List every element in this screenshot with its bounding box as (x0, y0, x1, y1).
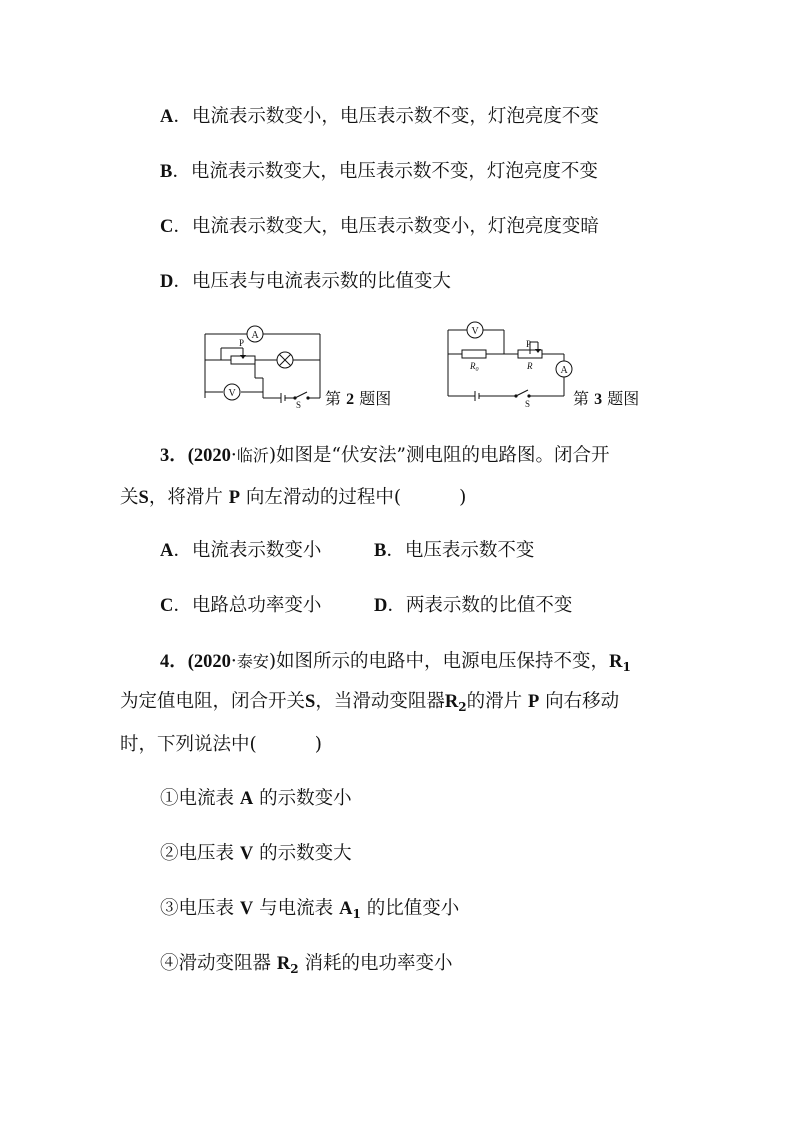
caption-text: 题图 (607, 389, 640, 408)
option-letter: B (160, 162, 173, 182)
question-text: 向右移动 (545, 691, 620, 712)
option-text: ．电流表示数变小 (173, 540, 322, 561)
option-text: ．电流表示数变大，电压表示数变小，灯泡亮度变暗 (173, 216, 599, 237)
symbol-v: V (239, 844, 254, 864)
option-letter: C (160, 217, 174, 237)
option-text: ．两表示数的比值不变 (387, 595, 573, 616)
q4-stem-line2 (120, 690, 619, 719)
option-letter: B (374, 541, 387, 561)
statement-text: ③电压表 (160, 898, 235, 919)
q4-stem-line3 (120, 733, 322, 757)
statement-text: 消耗的电功率变小 (304, 953, 453, 974)
ammeter-label: A (251, 330, 259, 341)
caption-number: 2 (346, 391, 355, 408)
slider-label: P (239, 338, 245, 348)
figure-caption-q3 (573, 389, 639, 410)
question-source: 临沂 (236, 446, 269, 465)
symbol-r2-subscript: 2 (458, 700, 467, 714)
q4-statement-1 (160, 787, 352, 811)
option-letter: C (160, 596, 174, 616)
figure-caption-q2 (325, 389, 391, 410)
option-letter: D (160, 272, 174, 292)
symbol-r1: R (609, 652, 623, 672)
caption-text: 题图 (359, 389, 392, 408)
question-text: )如图所示的电路中，电源电压保持不变， (268, 651, 610, 672)
statement-text: ①电流表 (160, 788, 235, 809)
option-text: ．电压表与电流表示数的比值变大 (173, 271, 451, 292)
question-text: ) (314, 734, 322, 755)
q2-option-a (160, 105, 599, 129)
slider-label: P (526, 339, 532, 349)
question-text: 向左滑动的过程中( (245, 487, 402, 508)
q2-option-c (160, 215, 599, 239)
q3-stem-line2 (120, 486, 466, 510)
q3-option-c (160, 594, 321, 618)
q4-statement-3 (160, 897, 459, 926)
q3-option-b (374, 539, 534, 563)
question-text: ，当滑动变阻器 (315, 691, 445, 712)
voltmeter-label: V (228, 388, 236, 399)
question-text: 的滑片 (466, 691, 523, 712)
symbol-r2: R (444, 692, 459, 712)
option-text: ．电流表示数变小，电压表示数不变，灯泡亮度不变 (173, 106, 599, 127)
statement-text: 与电流表 (259, 898, 334, 919)
q4-stem-line1 (160, 650, 631, 679)
q3-option-d (374, 594, 572, 618)
question-text: 时，下列说法中( (120, 734, 257, 755)
circuit-diagram-q3 (440, 320, 575, 410)
statement-text: 的示数变小 (259, 788, 352, 809)
resistor-r-label: R (527, 361, 533, 371)
option-text: ．电压表示数不变 (386, 540, 535, 561)
question-text: )如图是“伏安法”测电阻的电路图。闭合开 (268, 445, 610, 466)
question-source: 泰安 (236, 652, 269, 671)
question-text: 为定值电阻，闭合开关 (120, 691, 306, 712)
question-text: 关 (120, 487, 139, 508)
source-dot: · (230, 651, 237, 672)
symbol-r2-subscript: 2 (290, 962, 299, 976)
symbol-a: A (239, 789, 254, 809)
caption-text: 第 (325, 389, 342, 408)
symbol-s: S (138, 488, 149, 508)
statement-text: ④滑动变阻器 (160, 953, 272, 974)
statement-text: 的示数变大 (259, 843, 352, 864)
caption-text: 第 (573, 389, 590, 408)
statement-text: 的比值变小 (366, 898, 460, 919)
symbol-a1: A (339, 899, 353, 919)
switch-label: S (525, 399, 531, 409)
symbol-r1-subscript: 1 (622, 660, 631, 674)
source-dot: · (230, 445, 237, 466)
option-letter: A (160, 541, 174, 561)
question-number: 3．(2020 (160, 446, 231, 466)
q3-option-a (160, 539, 321, 563)
symbol-p: P (228, 488, 241, 508)
option-letter: A (160, 107, 174, 127)
q3-stem-line1 (160, 444, 609, 468)
circuit-diagram-q2 (195, 320, 325, 410)
option-text: ．电流表示数变大，电压表示数不变，灯泡亮度不变 (172, 161, 598, 182)
q4-statement-2 (160, 842, 352, 866)
switch-label: S (296, 400, 302, 410)
voltmeter-label: V (471, 326, 479, 337)
resistor-r0-label: $R_0$ (470, 361, 479, 373)
q4-statement-4 (160, 952, 453, 981)
question-text: ) (459, 487, 467, 508)
symbol-a1-subscript: 1 (352, 907, 361, 921)
option-text: ．电路总功率变小 (173, 595, 322, 616)
option-letter: D (374, 596, 388, 616)
statement-text: ②电压表 (160, 843, 235, 864)
question-number: 4．(2020 (160, 652, 231, 672)
symbol-s: S (305, 692, 316, 712)
q2-option-b (160, 160, 598, 184)
ammeter-label: A (560, 365, 568, 376)
caption-number: 3 (594, 391, 603, 408)
q2-option-d (160, 270, 451, 294)
symbol-r2: R (276, 954, 291, 974)
symbol-p: P (527, 692, 540, 712)
symbol-v: V (239, 899, 254, 919)
question-text: ，将滑片 (148, 487, 223, 508)
